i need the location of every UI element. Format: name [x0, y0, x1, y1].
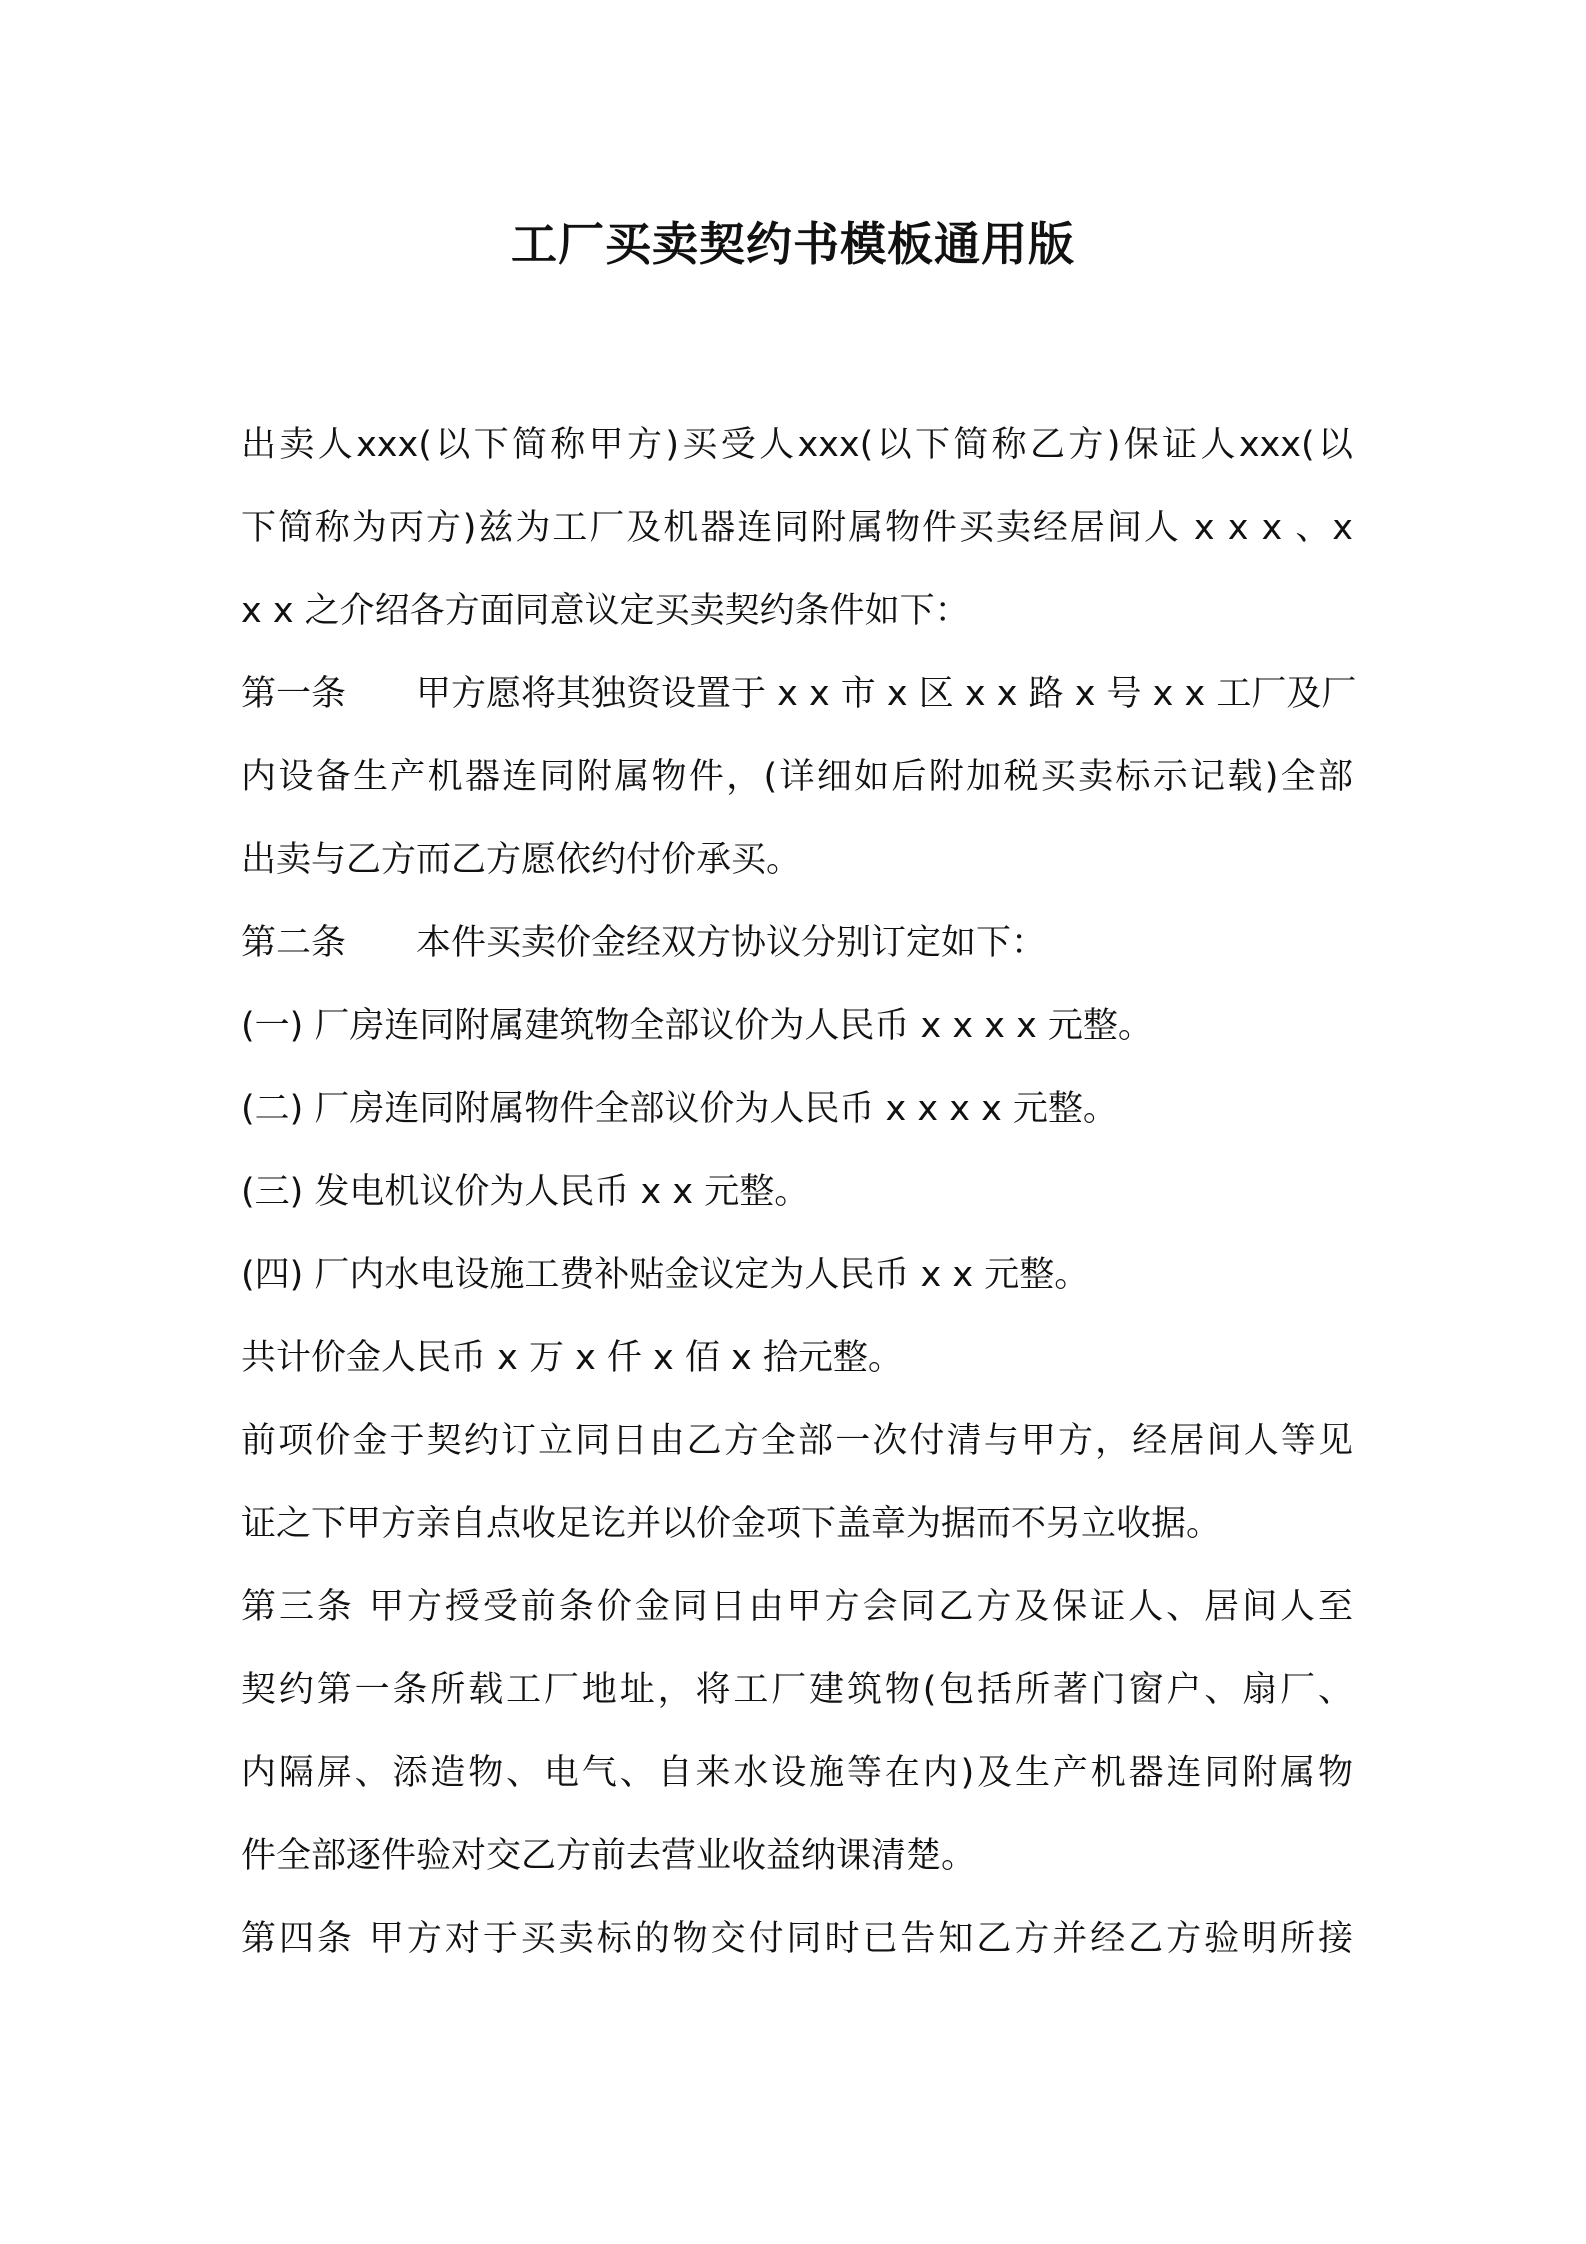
text-line: x x 之介绍各方面同意议定买卖契约条件如下：	[241, 591, 970, 631]
price-item-2: (二) 厂房连同附属物件全部议价为人民币 x x x x 元整。	[241, 1089, 1118, 1129]
document-title: 工厂买卖契约书模板通用版	[511, 217, 1075, 271]
article-3-line: 第三条 甲方授受前条价金同日由甲方会同乙方及保证人、居间人至	[241, 1587, 1353, 1627]
text-line: 前项价金于契约订立同日由乙方全部一次付清与甲方，经居间人等见	[241, 1421, 1353, 1461]
text-line: 契约第一条所载工厂地址，将工厂建筑物(包括所著门窗户、扇厂、	[241, 1670, 1353, 1710]
article-2-line: 第二条 本件买卖价金经双方协议分别订定如下：	[241, 923, 1047, 963]
text-line: 证之下甲方亲自点收足讫并以价金项下盖章为据而不另立收据。	[241, 1504, 1222, 1544]
price-item-1: (一) 厂房连同附属建筑物全部议价为人民币 x x x x 元整。	[241, 1006, 1153, 1046]
text-line: 出卖人xxx(以下简称甲方)买受人xxx(以下简称乙方)保证人xxx(以	[241, 425, 1353, 465]
text-line: 内隔屏、添造物、电气、自来水设施等在内)及生产机器连同附属物	[241, 1753, 1353, 1793]
text-line: 出卖与乙方而乙方愿依约付价承买。	[241, 840, 802, 880]
article-4-line: 第四条 甲方对于买卖标的物交付同时已告知乙方并经乙方验明所接	[241, 1919, 1353, 1959]
text-line: 内设备生产机器连同附属物件，(详细如后附加税买卖标示记载)全部	[241, 757, 1353, 797]
price-total: 共计价金人民币 x 万 x 仟 x 佰 x 拾元整。	[241, 1338, 903, 1378]
text-line: 下简称为丙方)兹为工厂及机器连同附属物件买卖经居间人 x x x 、x	[241, 508, 1353, 548]
article-1-line: 第一条 甲方愿将其独资设置于 x x 市 x 区 x x 路 x 号 x x 工厂及厂	[241, 674, 1357, 714]
text-line: 件全部逐件验对交乙方前去营业收益纳课清楚。	[241, 1836, 977, 1876]
price-item-4: (四) 厂内水电设施工费补贴金议定为人民币 x x 元整。	[241, 1255, 1090, 1295]
price-item-3: (三) 发电机议价为人民币 x x 元整。	[241, 1172, 810, 1212]
document-body	[241, 404, 1357, 1981]
